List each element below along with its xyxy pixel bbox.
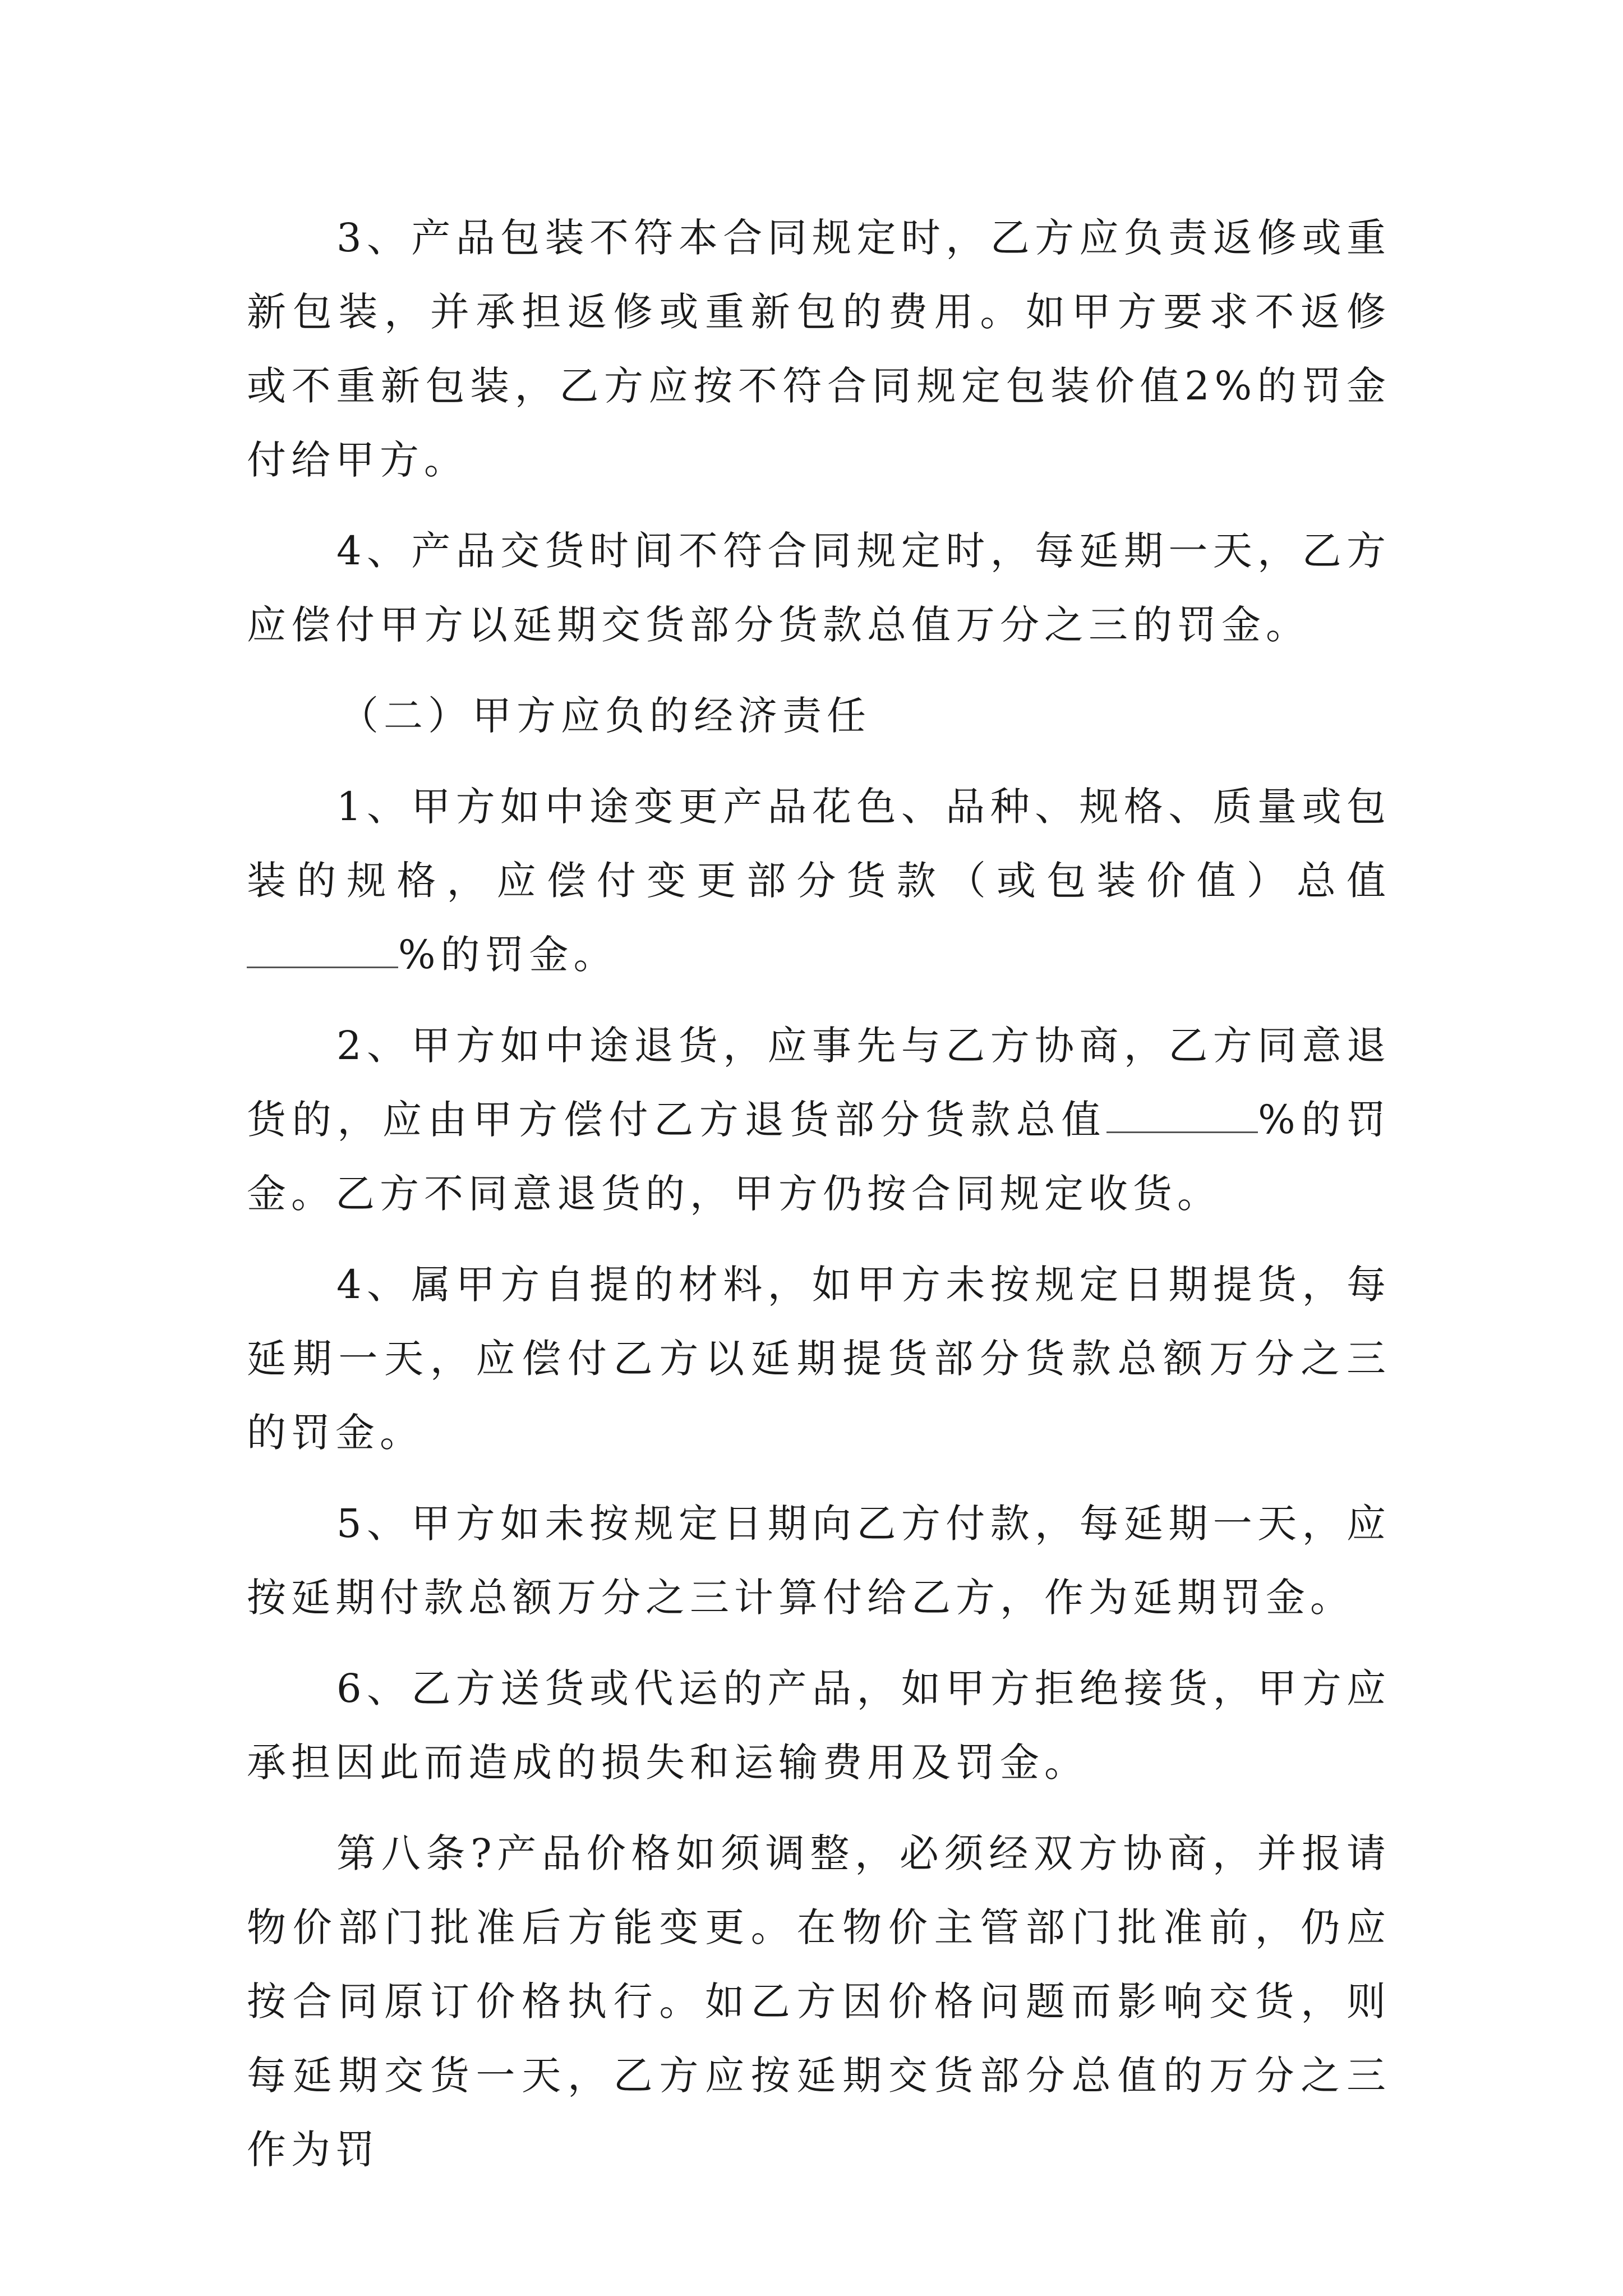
paragraph-payment-delay-penalty bbox=[247, 1487, 1391, 1635]
paragraph-text: 2、甲方如中途退货，应事先与乙方协商，乙方同意退货的，应由甲方偿付乙方退货部分货款总值 bbox=[247, 1023, 1391, 1143]
paragraph-text: 5、甲方如未按规定日期向乙方付款，每延期一天，应按延期付款总额万分之三计算付给乙方，作为延期罚金。 bbox=[247, 1501, 1391, 1621]
paragraph-refuse-delivery bbox=[247, 1651, 1391, 1800]
paragraph-article-eight-price-adjustment bbox=[247, 1816, 1391, 2187]
section-heading-party-a-liability bbox=[247, 679, 1391, 753]
paragraph-text: %的罚金。乙方不同意退货的，甲方仍按合同规定收货。 bbox=[247, 1097, 1391, 1217]
blank-fill-line bbox=[1106, 1098, 1258, 1133]
blank-fill-line bbox=[247, 933, 398, 968]
paragraph-packaging-penalty bbox=[247, 201, 1391, 497]
paragraph-text: %的罚金。 bbox=[398, 932, 618, 978]
paragraph-change-specification-penalty bbox=[247, 770, 1391, 992]
paragraph-pickup-delay-penalty bbox=[247, 1248, 1391, 1470]
paragraph-text: 6、乙方送货或代运的产品，如甲方拒绝接货，甲方应承担因此而造成的损失和运输费用及罚金。 bbox=[247, 1665, 1391, 1786]
paragraph-text: 4、属甲方自提的材料，如甲方未按规定日期提货，每延期一天，应偿付乙方以延期提货部分货款总额万分之三的罚金。 bbox=[247, 1262, 1391, 1456]
paragraph-delivery-delay-penalty bbox=[247, 514, 1391, 662]
paragraph-text: 4、产品交货时间不符合同规定时，每延期一天，乙方应偿付甲方以延期交货部分货款总值万分之三的罚金。 bbox=[247, 528, 1391, 648]
paragraph-return-goods-penalty bbox=[247, 1009, 1391, 1231]
paragraph-text: 3、产品包装不符本合同规定时，乙方应负责返修或重新包装，并承担返修或重新包的费用。如甲方要求不返修或不重新包装，乙方应按不符合同规定包装价值2%的罚金付给甲方。 bbox=[247, 215, 1391, 483]
paragraph-text: 第八条?产品价格如须调整，必须经双方协商，并报请物价部门批准后方能变更。在物价主管部门批准前，仍应按合同原订价格执行。如乙方因价格问题而影响交货，则每延期交货一天，乙方应按延期交货部分总值的万分之三作为罚 bbox=[247, 1830, 1391, 2173]
document-body bbox=[247, 201, 1391, 2203]
paragraph-text: 1、甲方如中途变更产品花色、品种、规格、质量或包装的规格，应偿付变更部分货款（或包装价值）总值 bbox=[247, 784, 1391, 904]
heading-text: （二）甲方应负的经济责任 bbox=[339, 693, 871, 739]
